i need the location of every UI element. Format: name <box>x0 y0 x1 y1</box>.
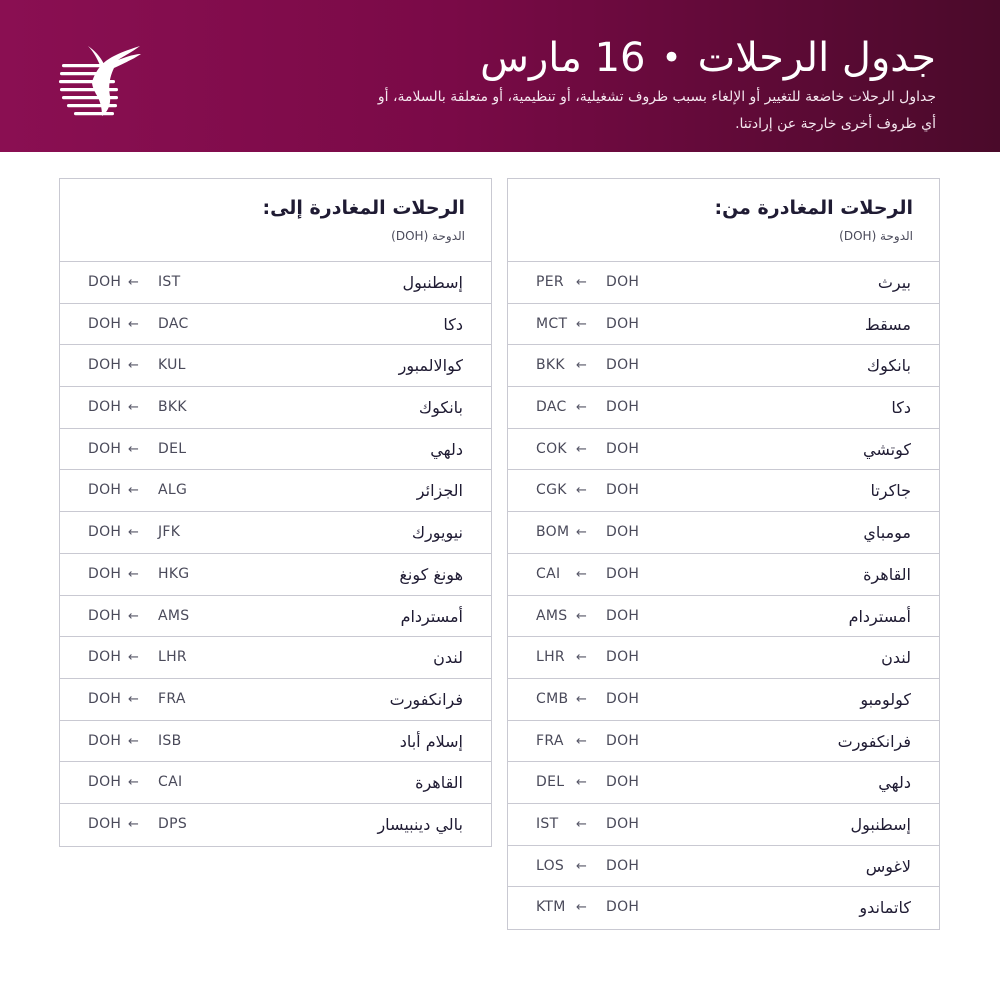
route-codes <box>88 637 202 678</box>
city-name: مسقط <box>864 314 911 334</box>
route-codes <box>536 721 650 762</box>
origin-code: ALG <box>158 482 188 499</box>
flight-row <box>508 804 939 846</box>
destination-code: MCT <box>536 315 568 332</box>
origin-code: DOH <box>606 899 640 916</box>
arrow-left-icon: ← <box>576 275 588 290</box>
origin-code: DOH <box>606 774 640 791</box>
route-codes <box>536 804 650 845</box>
arrow-left-icon: ← <box>128 608 140 624</box>
destination-code: DEL <box>536 774 565 791</box>
destination-code: DOH <box>88 482 122 499</box>
arrow-left-icon: ← <box>128 775 140 791</box>
route-codes <box>536 512 650 553</box>
flight-row <box>508 554 939 596</box>
city-name: جاكرتا <box>870 481 911 501</box>
departures-to-list <box>60 262 491 846</box>
panel-header <box>508 179 939 262</box>
city-name: كوتشي <box>863 439 911 459</box>
origin-code: DOH <box>606 524 640 541</box>
route-codes <box>536 554 650 595</box>
city-name: دكا <box>891 398 911 418</box>
arrow-left-icon: ← <box>128 316 140 332</box>
destination-code: IST <box>536 815 559 832</box>
panel-subtitle: الدوحة (DOH) <box>839 229 913 243</box>
destination-code: DOH <box>88 399 122 416</box>
city-name: فرانكفورت <box>389 689 463 709</box>
panel-subtitle: الدوحة (DOH) <box>391 229 465 243</box>
route-codes <box>536 679 650 720</box>
header-banner <box>0 0 1000 152</box>
flight-row <box>508 596 939 638</box>
destination-code: DAC <box>536 399 567 416</box>
city-name: دلهي <box>430 439 463 459</box>
city-name: بانكوك <box>418 398 463 418</box>
title-separator-dot: • <box>661 38 682 78</box>
arrow-left-icon: ← <box>576 566 588 582</box>
route-codes <box>536 345 650 386</box>
flight-row <box>60 679 491 721</box>
flight-row <box>60 637 491 679</box>
destination-code: BOM <box>536 524 570 541</box>
panel-header <box>60 179 491 262</box>
route-codes <box>88 762 202 803</box>
destination-code: DOH <box>88 565 122 582</box>
city-name: الجزائر <box>416 481 463 501</box>
destination-code: DOH <box>88 649 122 666</box>
arrow-left-icon: ← <box>128 566 140 582</box>
flight-row <box>60 762 491 804</box>
city-name: لندن <box>881 648 911 668</box>
destination-code: CAI <box>536 565 561 582</box>
route-codes <box>88 262 202 303</box>
departures-from-list <box>508 262 939 929</box>
route-codes <box>88 804 202 845</box>
city-name: كاتماندو <box>859 898 911 918</box>
city-name: إسلام أباد <box>399 731 463 751</box>
origin-code: DAC <box>158 315 189 332</box>
flight-row <box>508 429 939 471</box>
route-codes <box>88 679 202 720</box>
route-codes <box>88 304 202 345</box>
arrow-left-icon: ← <box>576 358 588 374</box>
route-codes <box>536 596 650 637</box>
arrow-left-icon: ← <box>576 816 588 832</box>
route-codes <box>88 470 202 511</box>
flight-row <box>60 554 491 596</box>
flight-row <box>508 679 939 721</box>
flight-row <box>60 429 491 471</box>
origin-code: BKK <box>158 399 187 416</box>
route-codes <box>536 762 650 803</box>
flight-row <box>60 596 491 638</box>
title-date: 16 مارس <box>480 35 646 81</box>
route-codes <box>88 429 202 470</box>
destination-code: COK <box>536 440 567 457</box>
flight-row <box>60 470 491 512</box>
arrow-left-icon: ← <box>576 900 588 916</box>
oryx-logo-icon <box>58 42 142 124</box>
city-name: مومباي <box>863 523 911 543</box>
destination-code: DOH <box>88 524 122 541</box>
arrow-left-icon: ← <box>576 691 588 707</box>
departures-from-panel <box>507 178 940 930</box>
arrow-left-icon: ← <box>128 733 140 749</box>
route-codes <box>536 470 650 511</box>
arrow-left-icon: ← <box>576 525 588 541</box>
origin-code: DOH <box>606 482 640 499</box>
route-codes <box>536 887 650 928</box>
arrow-left-icon: ← <box>128 816 140 832</box>
route-codes <box>88 721 202 762</box>
route-codes <box>536 304 650 345</box>
origin-code: DOH <box>606 690 640 707</box>
arrow-left-icon: ← <box>576 441 588 457</box>
city-name: لندن <box>433 648 463 668</box>
route-codes <box>536 387 650 428</box>
flight-row <box>508 470 939 512</box>
flight-row <box>60 804 491 846</box>
arrow-left-icon: ← <box>576 650 588 666</box>
destination-code: DOH <box>88 315 122 332</box>
route-codes <box>88 554 202 595</box>
destination-code: CGK <box>536 482 567 499</box>
flight-row <box>508 387 939 429</box>
route-codes <box>536 846 650 887</box>
city-name: نيويورك <box>411 523 463 543</box>
flight-row <box>508 846 939 888</box>
origin-code: DOH <box>606 315 640 332</box>
flight-row <box>60 304 491 346</box>
origin-code: IST <box>158 274 181 290</box>
city-name: كوالالمبور <box>398 356 463 376</box>
flight-row <box>508 887 939 929</box>
arrow-left-icon: ← <box>576 775 588 791</box>
origin-code: ISB <box>158 732 182 749</box>
route-codes <box>536 429 650 470</box>
route-codes <box>88 345 202 386</box>
city-name: دلهي <box>878 773 911 793</box>
flight-row <box>60 387 491 429</box>
origin-code: DOH <box>606 732 640 749</box>
destination-code: AMS <box>536 607 568 624</box>
origin-code: KUL <box>158 357 186 374</box>
origin-code: CAI <box>158 774 183 791</box>
city-name: بانكوك <box>866 356 911 376</box>
origin-code: DOH <box>606 565 640 582</box>
city-name: لاغوس <box>865 856 911 876</box>
origin-code: DEL <box>158 440 187 457</box>
destination-code: DOH <box>88 274 122 290</box>
flight-row <box>508 762 939 804</box>
arrow-left-icon: ← <box>576 858 588 874</box>
origin-code: DOH <box>606 815 640 832</box>
city-name: القاهرة <box>415 773 463 793</box>
city-name: أمستردام <box>400 606 463 626</box>
origin-code: DPS <box>158 815 188 832</box>
destination-code: PER <box>536 274 564 290</box>
destination-code: DOH <box>88 440 122 457</box>
origin-code: FRA <box>158 690 186 707</box>
destination-code: KTM <box>536 899 566 916</box>
arrow-left-icon: ← <box>128 650 140 666</box>
flight-row <box>508 512 939 554</box>
arrow-left-icon: ← <box>128 483 140 499</box>
origin-code: DOH <box>606 649 640 666</box>
destination-code: DOH <box>88 690 122 707</box>
city-name: أمستردام <box>848 606 911 626</box>
city-name: دكا <box>443 314 463 334</box>
origin-code: DOH <box>606 274 640 290</box>
arrow-left-icon: ← <box>576 400 588 416</box>
destination-code: DOH <box>88 774 122 791</box>
arrow-left-icon: ← <box>128 275 140 290</box>
arrow-left-icon: ← <box>128 691 140 707</box>
flight-row <box>508 345 939 387</box>
arrow-left-icon: ← <box>128 400 140 416</box>
city-name: هونغ كونغ <box>399 564 463 584</box>
flight-row <box>60 262 491 304</box>
origin-code: HKG <box>158 565 190 582</box>
city-name: إسطنبول <box>850 814 911 834</box>
route-codes <box>536 637 650 678</box>
city-name: إسطنبول <box>402 273 463 292</box>
flight-row <box>508 637 939 679</box>
origin-code: DOH <box>606 857 640 874</box>
destination-code: CMB <box>536 690 569 707</box>
destination-code: DOH <box>88 815 122 832</box>
flight-row <box>60 512 491 554</box>
city-name: بالي دينبيسار <box>377 814 463 834</box>
city-name: كولومبو <box>860 689 911 709</box>
flight-row <box>508 262 939 304</box>
arrow-left-icon: ← <box>576 608 588 624</box>
arrow-left-icon: ← <box>128 358 140 374</box>
destination-code: LOS <box>536 857 565 874</box>
origin-code: DOH <box>606 607 640 624</box>
panel-title: الرحلات المغادرة من: <box>714 197 913 219</box>
origin-code: DOH <box>606 357 640 374</box>
flight-row <box>508 721 939 763</box>
destination-code: DOH <box>88 357 122 374</box>
arrow-left-icon: ← <box>576 733 588 749</box>
city-name: بيرث <box>877 273 911 292</box>
schedule-disclaimer: جداول الرحلات خاضعة للتغيير أو الإلغاء بسبب ظروف تشغيلية، أو تنظيمية، أو متعلقة بالسلامة، أو أي ظروف أخرى خارجة عن إرادتنا. <box>377 89 936 132</box>
destination-code: DOH <box>88 732 122 749</box>
arrow-left-icon: ← <box>128 441 140 457</box>
destination-code: DOH <box>88 607 122 624</box>
route-codes <box>88 387 202 428</box>
route-codes <box>536 262 650 303</box>
arrow-left-icon: ← <box>576 316 588 332</box>
flight-row <box>60 721 491 763</box>
arrow-left-icon: ← <box>128 525 140 541</box>
origin-code: LHR <box>158 649 187 666</box>
route-codes <box>88 596 202 637</box>
title-main: جدول الرحلات <box>697 35 936 81</box>
destination-code: FRA <box>536 732 564 749</box>
route-codes <box>88 512 202 553</box>
flight-row <box>508 304 939 346</box>
origin-code: DOH <box>606 399 640 416</box>
origin-code: JFK <box>158 524 181 541</box>
destination-code: LHR <box>536 649 565 666</box>
panel-title: الرحلات المغادرة إلى: <box>262 197 465 219</box>
departures-to-panel <box>59 178 492 847</box>
city-name: القاهرة <box>863 564 911 584</box>
arrow-left-icon: ← <box>576 483 588 499</box>
origin-code: AMS <box>158 607 190 624</box>
page-title <box>480 30 936 86</box>
origin-code: DOH <box>606 440 640 457</box>
city-name: فرانكفورت <box>837 731 911 751</box>
flight-row <box>60 345 491 387</box>
destination-code: BKK <box>536 357 565 374</box>
